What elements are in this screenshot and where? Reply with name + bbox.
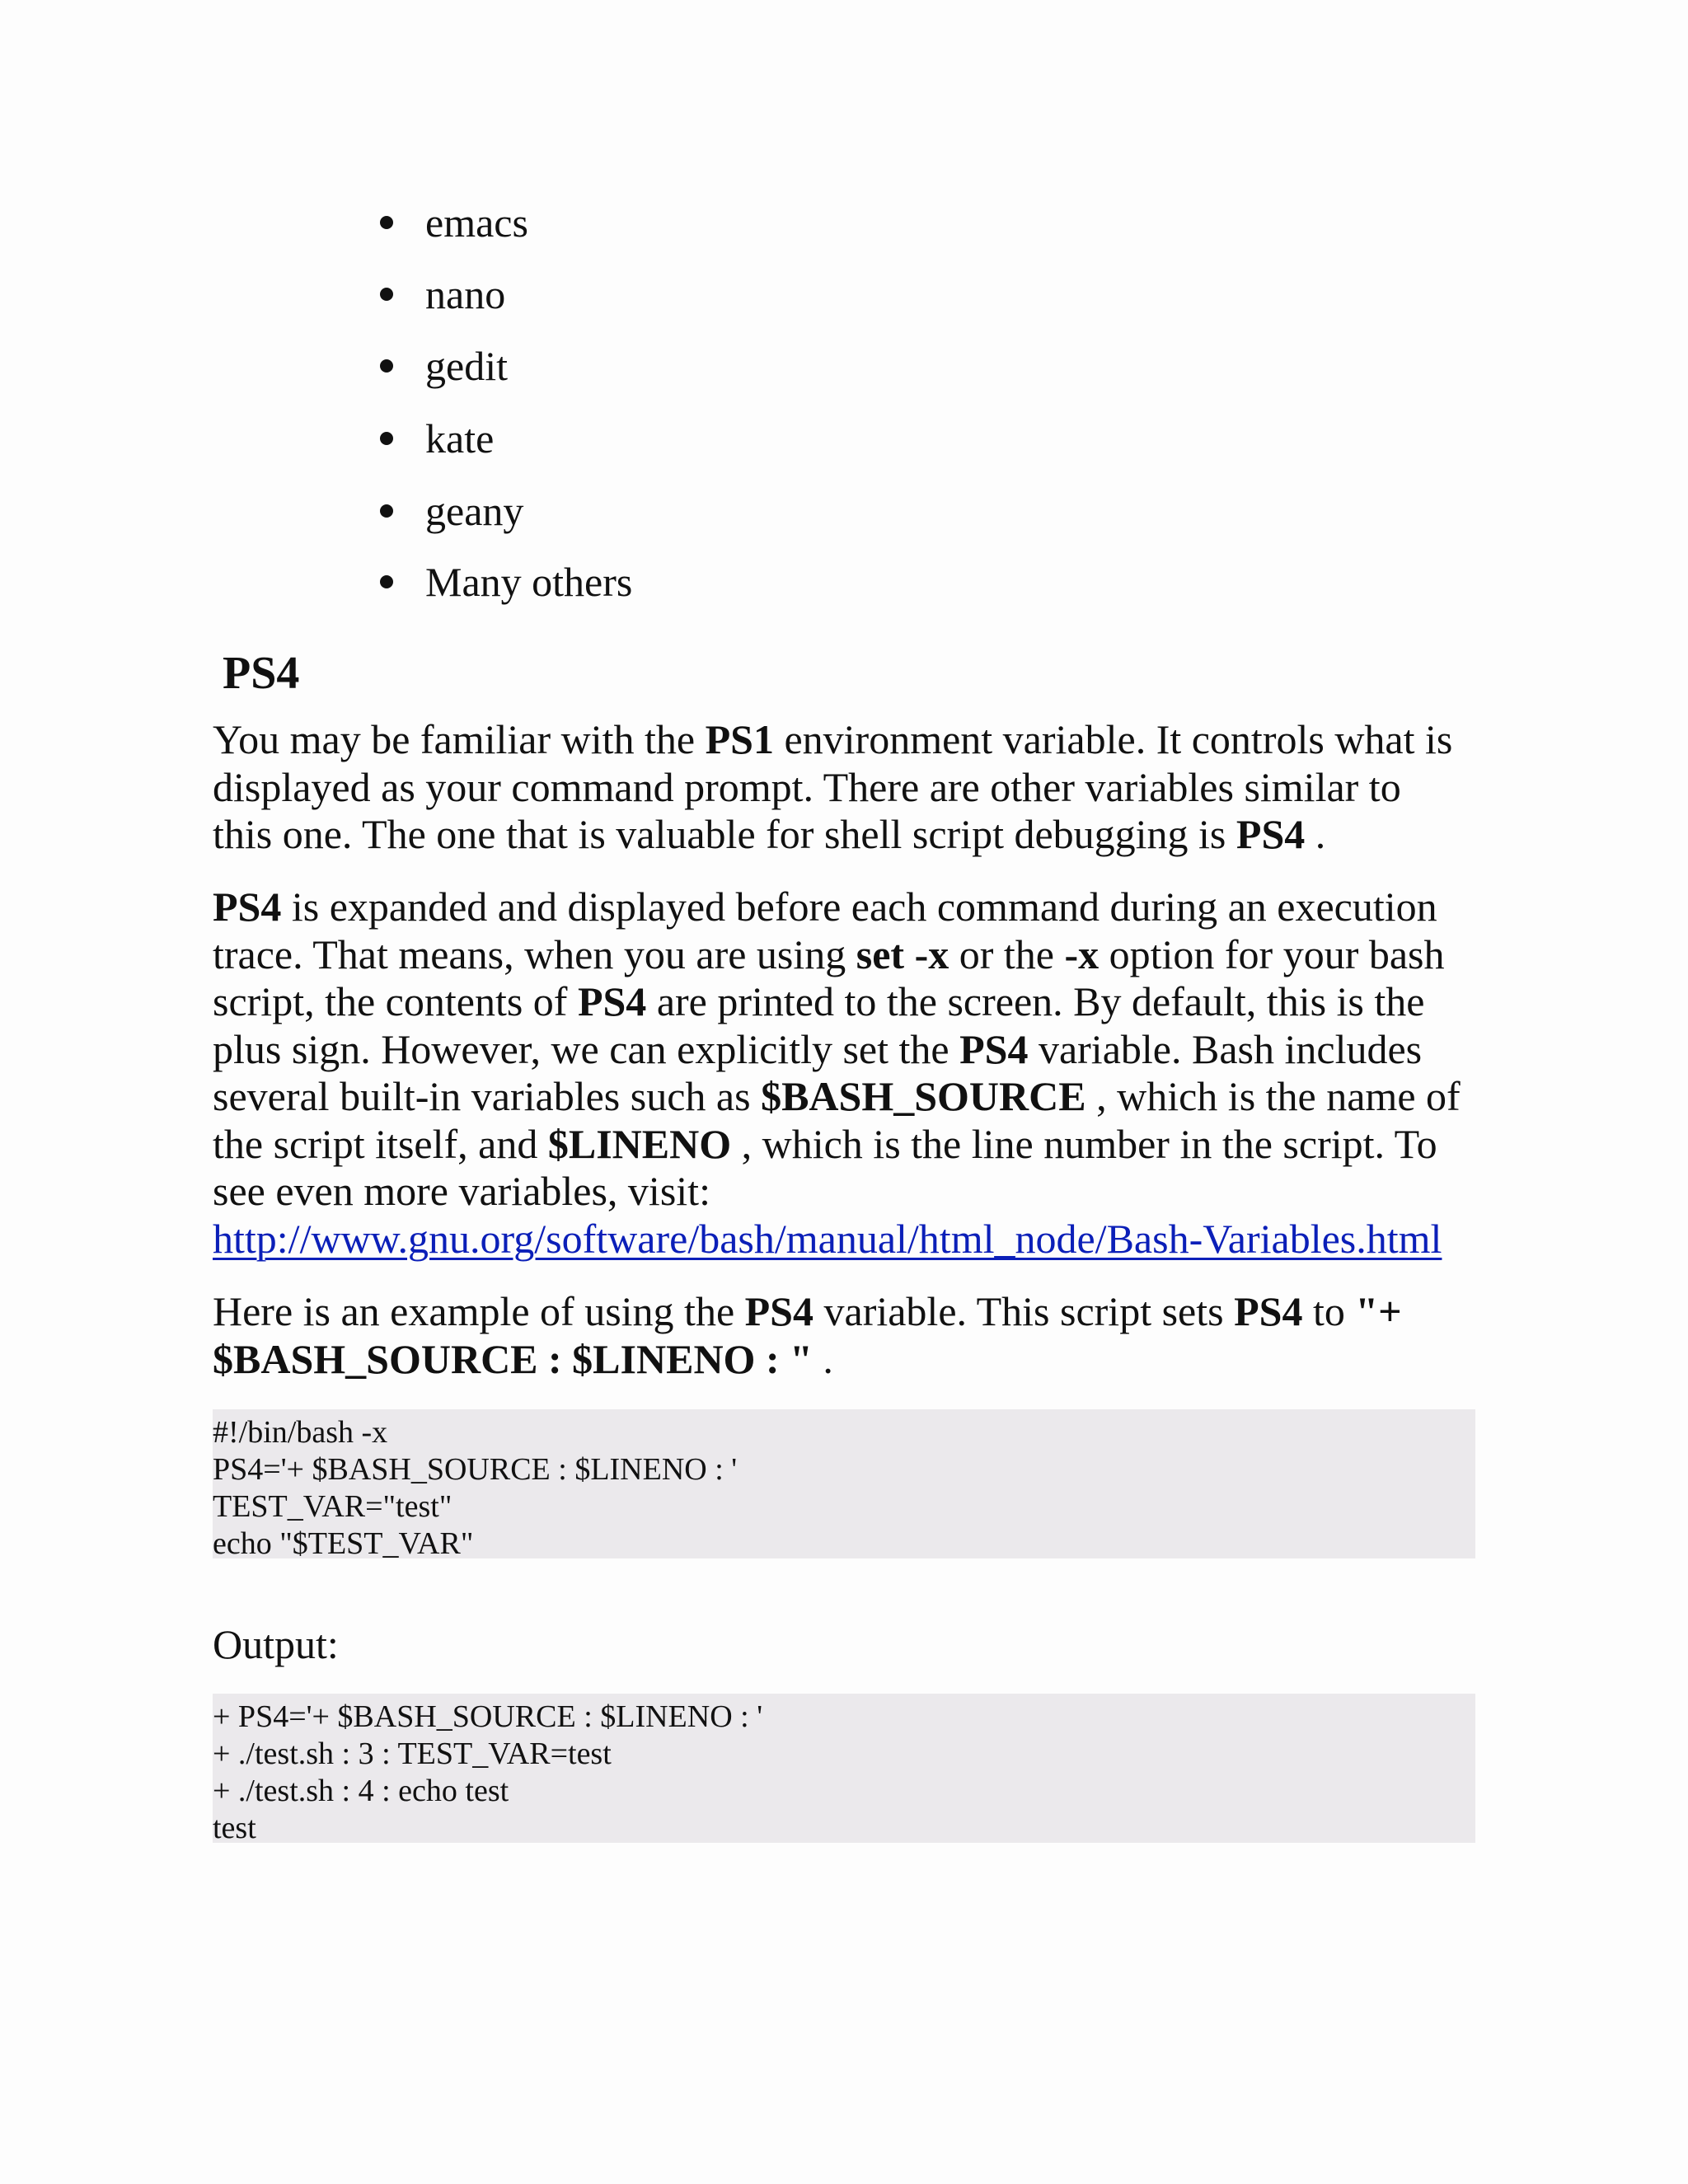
bold-term: PS4 [1234, 1288, 1303, 1334]
bold-term: $LINENO [547, 1120, 732, 1167]
bold-term: $BASH_SOURCE : $LINENO : " [213, 1335, 813, 1382]
code-line: + ./test.sh : 3 : TEST_VAR=test [213, 1736, 612, 1771]
text-line [213, 1121, 1482, 1169]
list-item-label: emacs [425, 199, 528, 246]
script-code-block [213, 1409, 1475, 1561]
text-run: , which is the name of [1085, 1073, 1461, 1119]
bullet-icon [380, 432, 393, 445]
text-run: . [812, 1335, 833, 1382]
text-run: or the [949, 930, 1065, 977]
text-line [213, 716, 1482, 764]
text-line [213, 1073, 1482, 1121]
bold-term: "+ [1355, 1288, 1402, 1334]
text-line [213, 978, 1482, 1026]
text-run: the script itself, and [213, 1120, 548, 1167]
bullet-icon [380, 359, 393, 373]
bold-term: $BASH_SOURCE [761, 1073, 1086, 1119]
list-item-label: kate [425, 415, 495, 462]
output-code-block [213, 1694, 1475, 1843]
output-label: Output: [213, 1621, 339, 1667]
text-line [213, 1336, 1482, 1384]
text-line: see even more variables, visit: [213, 1168, 710, 1214]
text-line [213, 883, 1482, 931]
text-run: are printed to the screen. By default, this is the [646, 978, 1425, 1024]
text-run: plus sign. However, we can explicitly set the [213, 1025, 960, 1072]
list-item-label: Many others [425, 559, 633, 605]
text-line [213, 931, 1482, 979]
bullet-icon [380, 504, 393, 518]
text-run: Here is an example of using the [213, 1288, 745, 1334]
bold-term: PS4 [577, 978, 647, 1024]
bullet-icon [380, 288, 393, 301]
code-line: TEST_VAR="test" [213, 1489, 452, 1524]
text-run: script, the contents of [213, 978, 578, 1024]
bold-term: PS4 [744, 1288, 814, 1334]
bold-term: PS4 [1236, 811, 1306, 857]
text-run: is expanded and displayed before each command during an execution [281, 883, 1437, 930]
text-line [213, 811, 1482, 859]
text-run: environment variable. It controls what is [773, 716, 1453, 762]
paragraph-example-intro [213, 1288, 1482, 1383]
bash-variables-link[interactable]: http://www.gnu.org/software/bash/manual/html_node/Bash-Variables.html [213, 1215, 1442, 1262]
code-line: #!/bin/bash -x [213, 1415, 388, 1450]
text-run: to [1302, 1288, 1356, 1334]
code-line: + PS4='+ $BASH_SOURCE : $LINENO : ' [213, 1699, 763, 1734]
text-run: option for your bash [1099, 930, 1445, 977]
text-run: , which is the line number in the script. To [731, 1120, 1437, 1167]
list-item-label: gedit [425, 343, 508, 389]
list-item-label: nano [425, 271, 506, 317]
list-item-label: geany [425, 488, 524, 534]
text-run: several built-in variables such as [213, 1073, 762, 1119]
paragraph-ps4-description [213, 883, 1482, 1263]
code-line: echo "$TEST_VAR" [213, 1526, 474, 1561]
code-line: test [213, 1811, 256, 1845]
code-line: + ./test.sh : 4 : echo test [213, 1774, 509, 1808]
text-line: displayed as your command prompt. There are other variables similar to [213, 763, 1401, 810]
bold-term: set -x [856, 930, 950, 977]
bold-term: PS1 [705, 716, 774, 762]
bullet-icon [380, 216, 393, 229]
text-run: this one. The one that is valuable for shell script debugging is [213, 811, 1236, 857]
text-run: variable. Bash includes [1028, 1025, 1423, 1072]
bold-term: PS4 [959, 1025, 1029, 1072]
text-run: . [1305, 811, 1326, 857]
text-run: trace. That means, when you are using [213, 930, 856, 977]
bold-term: PS4 [213, 883, 282, 930]
text-line [213, 1288, 1482, 1336]
bullet-icon [380, 575, 393, 588]
paragraph-intro [213, 716, 1482, 859]
text-line [213, 1216, 1482, 1263]
code-line: PS4='+ $BASH_SOURCE : $LINENO : ' [213, 1452, 738, 1487]
bold-term: -x [1064, 930, 1100, 977]
section-heading: PS4 [223, 648, 300, 699]
text-run: variable. This script sets [814, 1288, 1235, 1334]
text-line [213, 1026, 1482, 1074]
text-run: You may be familiar with the [213, 716, 706, 762]
